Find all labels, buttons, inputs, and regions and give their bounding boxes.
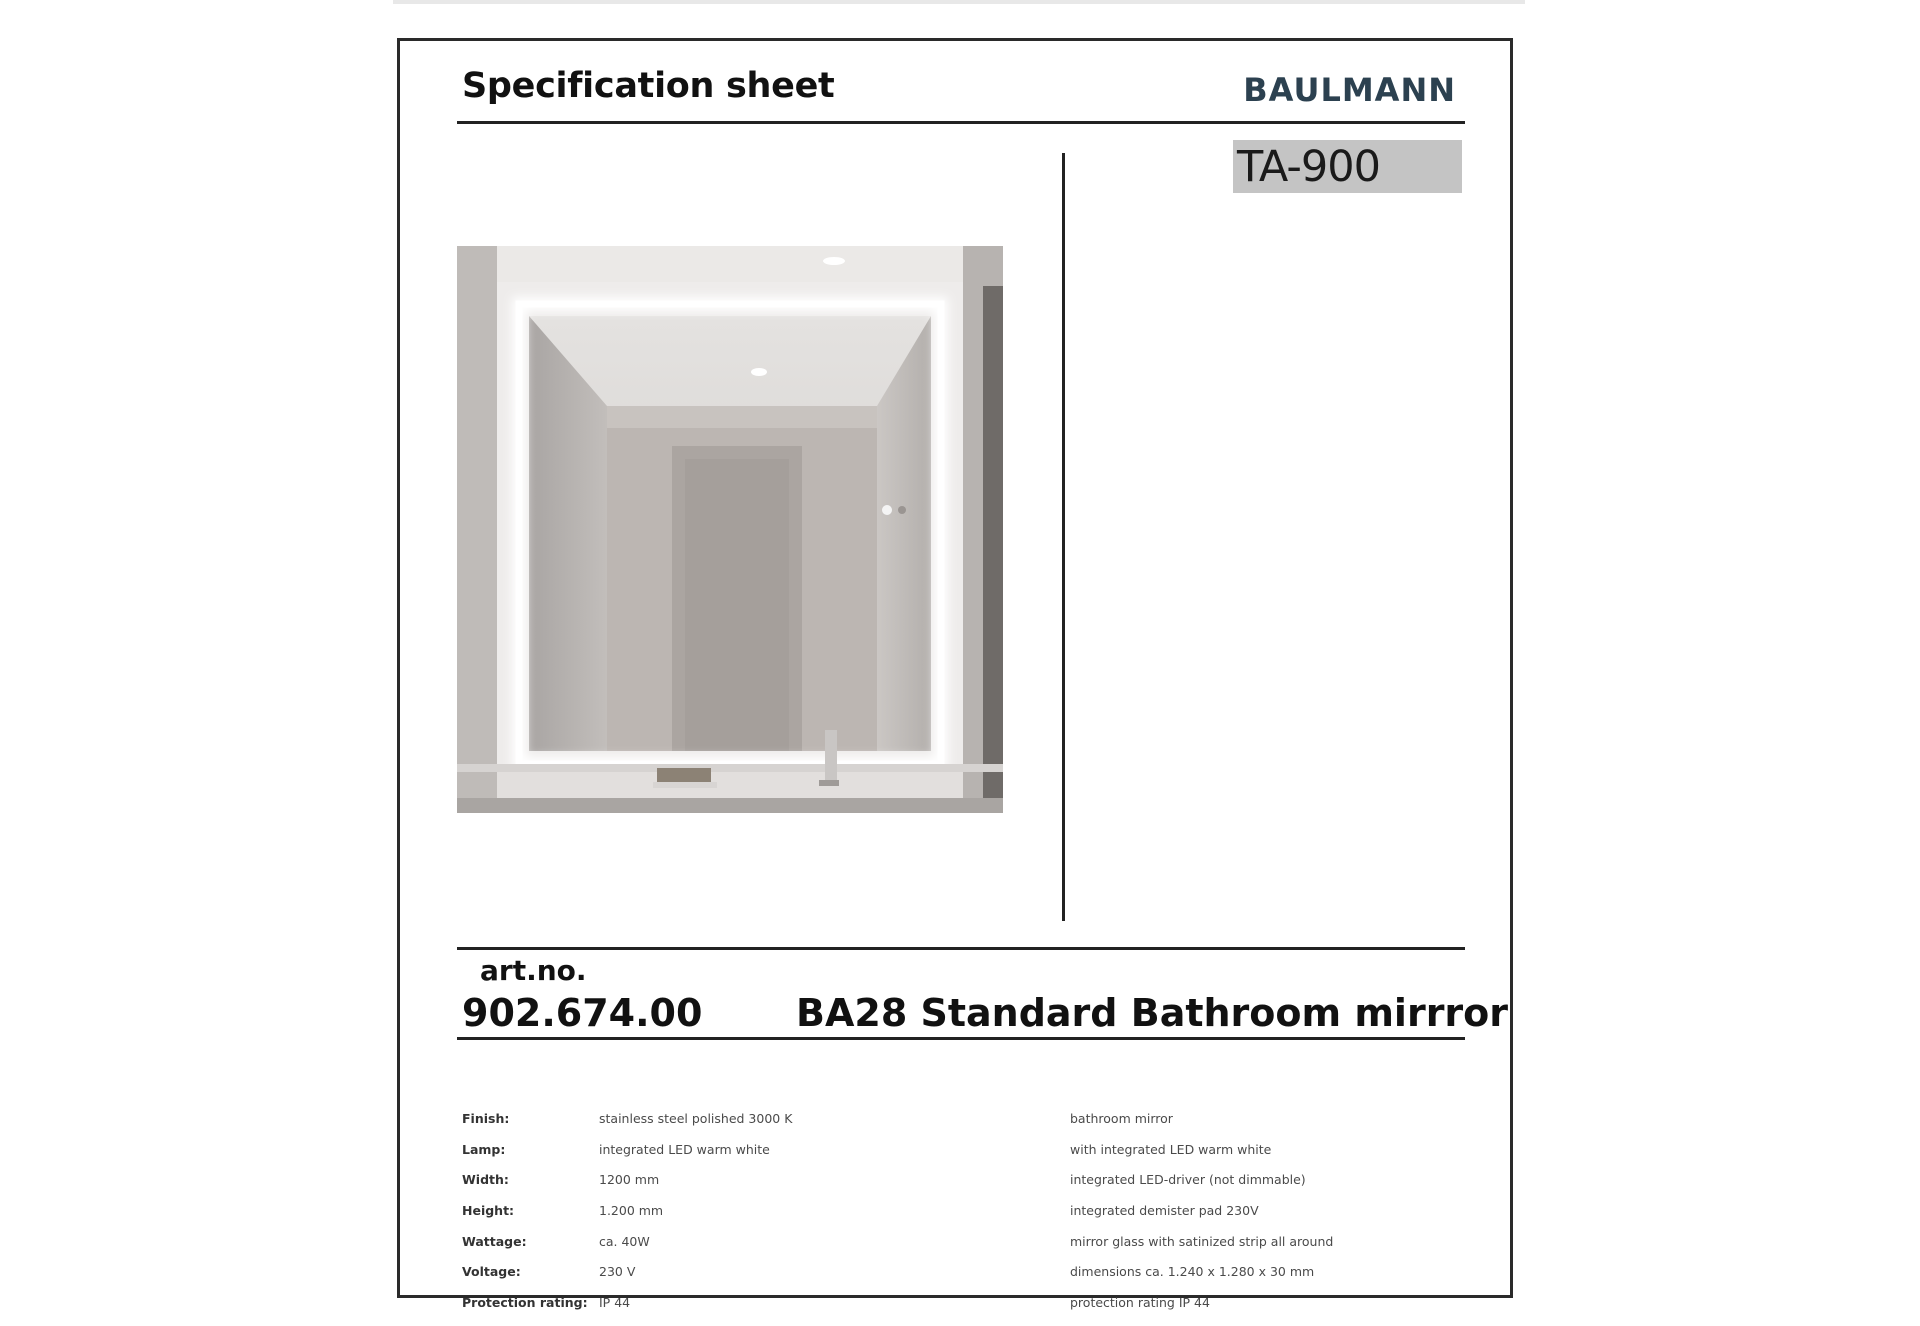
artno-top-rule [457,947,1465,950]
artno-label: art.no. [480,954,587,987]
header-rule [457,121,1465,124]
spec-value: IP 44 [599,1295,631,1311]
spec-value: integrated LED warm white [599,1141,770,1157]
spec-value: 1.200 mm [599,1203,664,1219]
sheet-title: Specification sheet [462,66,835,106]
spec-row [462,1295,1462,1326]
spec-row [462,1172,1462,1203]
spec-label: Lamp: [462,1141,506,1157]
spec-value: ca. 40W [599,1233,650,1249]
brand-logo: BAULMANN [1243,71,1456,109]
spec-feature: dimensions ca. 1.240 x 1.280 x 30 mm [1070,1264,1315,1280]
spec-label: Height: [462,1203,515,1219]
spec-label: Width: [462,1172,509,1188]
vertical-divider [1062,153,1065,921]
spec-label: Voltage: [462,1264,521,1280]
spec-row [462,1203,1462,1234]
spec-value: stainless steel polished 3000 K [599,1111,793,1126]
page-top-rule [393,0,1525,4]
spec-value: 1200 mm [599,1172,660,1188]
model-badge: TA-900 [1233,140,1462,193]
product-name: BA28 Standard Bathroom mirrror [796,991,1509,1035]
spec-label: Protection rating: [462,1295,588,1311]
spec-feature: with integrated LED warm white [1070,1141,1272,1157]
spec-label: Finish: [462,1111,510,1126]
spec-row [462,1234,1462,1265]
artno-bottom-rule [457,1037,1465,1040]
spec-row [462,1142,1462,1173]
spec-table [462,1111,1462,1326]
spec-feature: bathroom mirror [1070,1111,1173,1126]
spec-value: 230 V [599,1264,636,1280]
spec-label: Wattage: [462,1233,527,1249]
illuminated-mirror-photo [457,246,1003,813]
spec-feature: integrated demister pad 230V [1070,1203,1259,1219]
spec-feature: integrated LED-driver (not dimmable) [1070,1172,1306,1188]
spec-feature: protection rating IP 44 [1070,1295,1210,1311]
artno-value: 902.674.00 [462,991,703,1035]
spec-row [462,1111,1462,1142]
specification-sheet [397,38,1513,1311]
spec-feature: mirror glass with satinized strip all around [1070,1233,1334,1249]
